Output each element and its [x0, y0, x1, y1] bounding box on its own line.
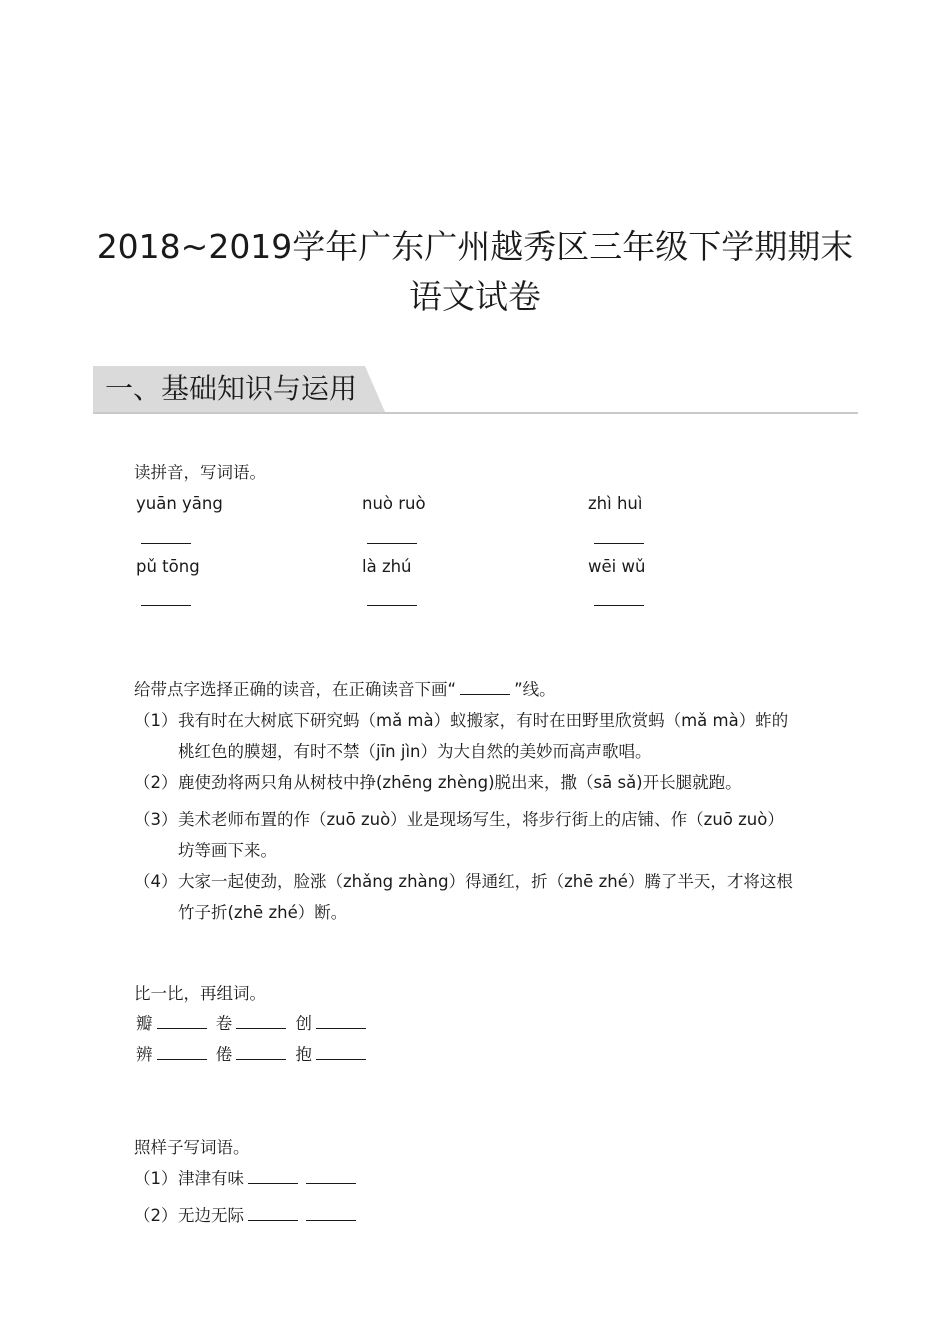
q1-answer-line-5[interactable] [367, 604, 417, 606]
q3-row-2 [136, 1044, 370, 1066]
q1-pinyin-5: là zhú [362, 557, 412, 576]
q1-pinyin-6: wēi wǔ [588, 557, 646, 576]
q3-blank-5[interactable] [236, 1045, 286, 1060]
q2-item-1-line-2: 桃红色的膜翅，有时不禁（jīn jìn）为大自然的美妙而高声歌唱。 [178, 742, 652, 761]
q3-blank-3[interactable] [316, 1014, 366, 1029]
q4-item-2-blank-1[interactable] [248, 1206, 298, 1221]
exam-title-line-1: 2018~2019学年广东广州越秀区三年级下学期期末 [96, 227, 854, 266]
q3-blank-4[interactable] [157, 1045, 207, 1060]
q2-prompt-underline-sample [460, 680, 510, 695]
q1-answer-line-3[interactable] [594, 542, 644, 544]
q1-pinyin-4: pǔ tōng [136, 557, 200, 576]
q3-char-4: 辨 [136, 1045, 153, 1064]
q3-char-1: 瓣 [136, 1014, 153, 1033]
q2-item-3-line-2: 坊等画下来。 [178, 841, 277, 860]
q2-prompt-after: ”线。 [514, 680, 556, 699]
q3-prompt: 比一比，再组词。 [134, 984, 266, 1003]
exam-title-line-2: 语文试卷 [409, 277, 541, 316]
q1-answer-line-1[interactable] [141, 542, 191, 544]
q1-answer-line-6[interactable] [594, 604, 644, 606]
q4-item-1-word: 津津有味 [178, 1169, 244, 1188]
q3-char-3: 创 [295, 1014, 312, 1033]
q1-pinyin-3: zhì huì [588, 494, 643, 513]
q3-char-6: 抱 [295, 1045, 312, 1064]
section-header [93, 366, 858, 414]
q1-pinyin-1: yuān yāng [136, 494, 223, 513]
q3-blank-1[interactable] [157, 1014, 207, 1029]
q3-blank-2[interactable] [236, 1014, 286, 1029]
q2-item-4-line-1: （4）大家一起使劲，脸涨（zhǎng zhàng）得通红，折（zhē zhé）腾了半天，才将这根 [134, 872, 793, 891]
q2-item-4-line-2: 竹子折(zhē zhé）断。 [178, 903, 348, 922]
q4-item-2: （2）无边无际 [134, 1205, 360, 1227]
q2-item-1-line-1: （1）我有时在大树底下研究蚂（mǎ mà）蚁搬家，有时在田野里欣赏蚂（mǎ mà）蚱的 [134, 711, 789, 730]
section-title: 一、基础知识与运用 [105, 372, 358, 405]
q4-item-1-blank-2[interactable] [306, 1169, 356, 1184]
q2-item-2-line-1: （2）鹿使劲将两只角从树枝中挣(zhēng zhèng)脱出来，撒（sā sǎ)开长腿就跑。 [134, 773, 742, 792]
q3-blank-6[interactable] [316, 1045, 366, 1060]
q3-char-5: 倦 [215, 1045, 233, 1064]
q4-item-1: （1）津津有味 [134, 1168, 360, 1190]
q2-item-3-line-1: （3）美术老师布置的作（zuō zuò）业是现场写生，将步行街上的店铺、作（zuō zuò） [134, 810, 784, 829]
q1-answer-line-2[interactable] [367, 542, 417, 544]
q4-item-2-blank-2[interactable] [306, 1206, 356, 1221]
q2-prompt [134, 679, 556, 701]
q3-row-1 [136, 1013, 370, 1035]
q3-char-2: 卷 [215, 1014, 233, 1033]
exam-title [0, 222, 950, 322]
q2-prompt-before: 给带点字选择正确的读音，在正确读音下画“ [134, 680, 457, 699]
q4-prompt: 照样子写词语。 [134, 1138, 250, 1157]
q1-prompt: 读拼音，写词语。 [134, 463, 266, 482]
q1-pinyin-2: nuò ruò [362, 494, 426, 513]
q4-item-2-word: 无边无际 [178, 1206, 244, 1225]
q4-item-1-blank-1[interactable] [248, 1169, 298, 1184]
q1-answer-line-4[interactable] [141, 604, 191, 606]
